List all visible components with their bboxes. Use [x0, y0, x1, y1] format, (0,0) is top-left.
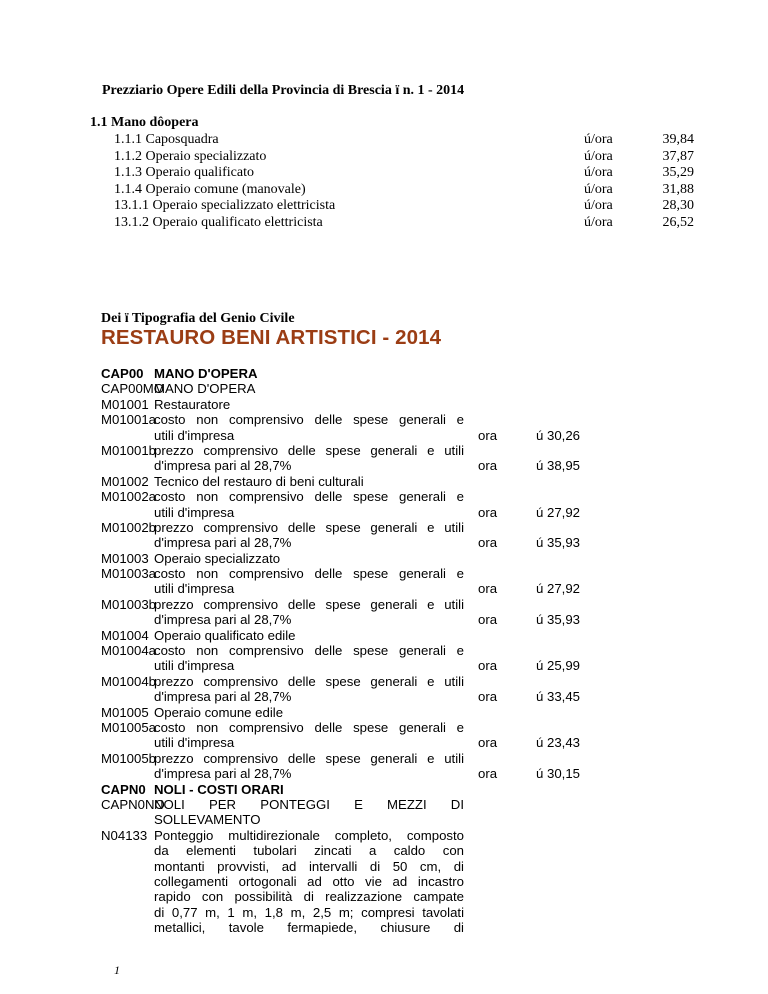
item-description [154, 597, 464, 628]
item-description [154, 566, 464, 597]
main-heading: RESTAURO BENI ARTISTICI - 2014 [101, 326, 442, 349]
labour-rate-unit: ú/ora [584, 148, 613, 164]
table-row [101, 381, 701, 396]
labour-rate-label: 1.1.1 Caposquadra [114, 132, 219, 147]
description-line: prezzo comprensivo delle spese generali e utili [154, 750, 464, 766]
description-line: prezzo comprensivo delle spese generali e utili [154, 519, 464, 535]
item-price: ú 25,99 [536, 658, 580, 674]
labour-rate-unit: ú/ora [584, 198, 613, 213]
item-code: M01004 [101, 627, 149, 643]
item-description [154, 628, 464, 643]
description-line: d'impresa pari al 28,7% [154, 458, 292, 474]
item-description [154, 720, 464, 751]
item-description [154, 520, 464, 551]
description-line: costo non comprensivo delle spese generali e [154, 489, 464, 505]
labour-rate-value: 28,30 [662, 198, 694, 213]
item-code: M01002a [101, 489, 156, 505]
item-description [154, 474, 464, 489]
item-price: ú 27,92 [536, 581, 580, 597]
item-code: M01002b [101, 519, 156, 535]
item-description [154, 412, 464, 443]
description-line: utili d'impresa [154, 735, 235, 751]
table-row [101, 643, 701, 674]
item-code: N04133 [101, 827, 148, 843]
description-line: rapido con possibilità di realizzazione campate [154, 889, 464, 905]
item-unit: ora [478, 658, 498, 674]
item-price: ú 35,93 [536, 612, 580, 628]
labour-rate-label: 1.1.3 Operaio qualificato [114, 165, 254, 180]
description-line: MANO D'OPERA [154, 381, 256, 397]
item-unit: ora [478, 458, 498, 474]
labour-rate-value: 37,87 [662, 148, 694, 164]
item-unit: ora [478, 766, 498, 782]
labour-rate-label: 1.1.4 Operaio comune (manovale) [114, 181, 306, 197]
description-line: costo non comprensivo delle spese generali e [154, 719, 464, 735]
table-row [101, 720, 701, 751]
item-code: M01004a [101, 643, 156, 659]
item-code: CAP00MO [101, 381, 165, 397]
item-description [154, 381, 464, 396]
item-description [154, 366, 464, 381]
description-line: metallici, tavole fermapiede, chiusure di [154, 920, 464, 936]
item-description [154, 782, 464, 797]
item-code: M01005a [101, 719, 156, 735]
item-description [154, 674, 464, 705]
item-unit: ora [478, 735, 498, 751]
description-line: d'impresa pari al 28,7% [154, 612, 292, 628]
description-line: costo non comprensivo delle spese generali e [154, 566, 464, 582]
description-line: Tecnico del restauro di beni culturali [154, 473, 364, 489]
item-unit: ora [478, 612, 498, 628]
labour-rate-values [640, 132, 694, 231]
price-list-table [101, 366, 701, 935]
description-line: prezzo comprensivo delle spese generali e utili [154, 596, 464, 612]
item-code: M01005b [101, 750, 156, 766]
table-row [101, 397, 701, 412]
labour-rate-value: 39,84 [662, 132, 694, 147]
item-code: M01002 [101, 473, 149, 489]
item-code: CAPN0 [101, 781, 146, 797]
labour-rate-unit: ú/ora [584, 181, 613, 197]
description-line: montanti provvisti, ad intervalli di 50 cm, di [154, 858, 464, 874]
table-row [101, 412, 701, 443]
item-unit: ora [478, 427, 498, 443]
description-line: d'impresa pari al 28,7% [154, 535, 292, 551]
description-line: d'impresa pari al 28,7% [154, 689, 292, 705]
description-line: Operaio comune edile [154, 704, 284, 720]
table-row [101, 705, 701, 720]
item-code: CAP00 [101, 366, 144, 381]
table-row [101, 489, 701, 520]
table-row [101, 366, 701, 381]
table-row [101, 474, 701, 489]
description-line: NOLI - COSTI ORARI [154, 781, 284, 797]
description-line: costo non comprensivo delle spese generali e [154, 412, 464, 428]
labour-rate-units [584, 132, 613, 231]
table-row [101, 443, 701, 474]
description-line: SOLLEVAMENTO [154, 812, 261, 828]
item-price: ú 23,43 [536, 735, 580, 751]
description-line: prezzo comprensivo delle spese generali e utili [154, 673, 464, 689]
description-line: collegamenti ortogonali ad otto vie ad incastro [154, 873, 464, 889]
table-row [101, 566, 701, 597]
description-line: utili d'impresa [154, 504, 235, 520]
description-line: utili d'impresa [154, 658, 235, 674]
item-code: M01001b [101, 442, 156, 458]
item-code: M01001a [101, 412, 156, 428]
table-row [101, 520, 701, 551]
labour-rate-label: 13.1.2 Operaio qualificato elettricista [114, 214, 323, 230]
item-description [154, 489, 464, 520]
item-description [154, 797, 464, 828]
table-row [101, 628, 701, 643]
item-code: M01004b [101, 673, 156, 689]
item-unit: ora [478, 581, 498, 597]
table-row [101, 751, 701, 782]
description-line: di 0,77 m, 1 m, 1,8 m, 2,5 m; compresi tavolati [154, 904, 464, 920]
description-line: MANO D'OPERA [154, 366, 258, 381]
labour-rate-value: 35,29 [662, 165, 694, 180]
item-code: M01003b [101, 596, 156, 612]
table-row [101, 597, 701, 628]
item-description [154, 705, 464, 720]
description-line: Operaio specializzato [154, 550, 281, 566]
item-unit: ora [478, 689, 498, 705]
item-price: ú 30,15 [536, 766, 580, 782]
item-price: ú 30,26 [536, 427, 580, 443]
item-description [154, 751, 464, 782]
description-line: Operaio qualificato edile [154, 627, 296, 643]
labour-rate-value: 26,52 [662, 214, 694, 230]
description-line: costo non comprensivo delle spese generali e [154, 643, 464, 659]
table-row [101, 828, 701, 936]
description-line: utili d'impresa [154, 581, 235, 597]
item-code: M01003a [101, 566, 156, 582]
description-line: d'impresa pari al 28,7% [154, 766, 292, 782]
item-unit: ora [478, 504, 498, 520]
labour-rate-label: 1.1.2 Operaio specializzato [114, 148, 267, 164]
item-code: CAPN0NO [101, 796, 165, 812]
table-row [101, 797, 701, 828]
description-line: prezzo comprensivo delle spese generali e utili [154, 442, 464, 458]
item-code: M01003 [101, 550, 149, 566]
item-price: ú 38,95 [536, 458, 580, 474]
document-header-title: Prezziario Opere Edili della Provincia di Brescia ï n. 1 - 2014 [102, 83, 465, 98]
labour-rate-unit: ú/ora [584, 214, 613, 230]
item-description [154, 551, 464, 566]
table-row [101, 674, 701, 705]
description-line: utili d'impresa [154, 427, 235, 443]
page-number: 1 [114, 963, 120, 977]
labour-rate-unit: ú/ora [584, 132, 613, 147]
description-line: NOLI PER PONTEGGI E MEZZI DI [154, 796, 464, 812]
item-unit: ora [478, 535, 498, 551]
table-row [101, 551, 701, 566]
labour-rate-value: 31,88 [662, 181, 694, 197]
item-description [154, 828, 464, 936]
description-line: Restauratore [154, 396, 231, 412]
item-description [154, 443, 464, 474]
labour-rate-unit: ú/ora [584, 165, 613, 180]
section-title-mano-opera: 1.1 Mano dôopera [90, 115, 199, 130]
labour-rate-label: 13.1.1 Operaio specializzato elettricista [114, 198, 336, 213]
source-title: Dei ï Tipografia del Genio Civile [101, 311, 295, 326]
table-row [101, 782, 701, 797]
item-code: M01001 [101, 396, 149, 412]
item-price: ú 35,93 [536, 535, 580, 551]
description-line: Ponteggio multidirezionale completo, composto [154, 827, 464, 843]
item-code: M01005 [101, 704, 149, 720]
item-description [154, 397, 464, 412]
description-line: da elementi tubolari zincati a caldo con [154, 843, 464, 859]
item-description [154, 643, 464, 674]
labour-rate-labels [114, 132, 335, 231]
item-price: ú 33,45 [536, 689, 580, 705]
item-price: ú 27,92 [536, 504, 580, 520]
